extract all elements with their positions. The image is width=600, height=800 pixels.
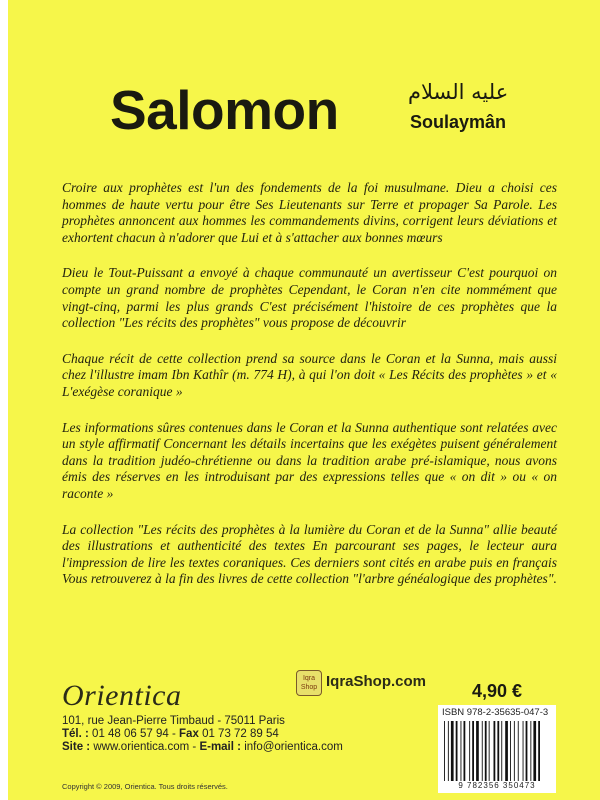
paragraph: Les informations sûres contenues dans le Coran et la Sunna authentique sont relatées avec un style affirmatif Concernant les détails incertains que les exégètes puisent généralement dans la tradition judéo-chrétienne ou dans la tradition arabe pré-islamique, nous avons émis des réserves en les introduisant par des expressions telles que « on dit » ou « on raconte »: [62, 419, 557, 501]
copyright-notice: Copyright © 2009, Orientica. Tous droits réservés.: [62, 782, 228, 791]
email-label: E-mail :: [199, 741, 241, 753]
publisher-phone-line: Tél. : 01 48 06 57 94 - Fax 01 73 72 89 54: [62, 728, 279, 740]
publisher-address: 101, rue Jean-Pierre Timbaud - 75011 Paris: [62, 715, 285, 727]
publisher-contact: [62, 715, 392, 754]
book-subtitle: Soulaymân: [410, 112, 507, 132]
iqrashop-badge-icon: Iqra Shop: [296, 670, 322, 696]
iqrashop-text: IqraShop.com: [326, 673, 427, 690]
paragraph: Chaque récit de cette collection prend sa source dans le Coran et la Sunna, mais aussi chez l'illustre imam Ibn Kathîr (m. 774 H), à qui l'on doit « Les Récits des prophètes » et « L'exégèse coranique »: [62, 350, 557, 399]
site-label: Site :: [62, 741, 91, 753]
arabic-honorific: عليه السلام: [408, 80, 509, 104]
paragraph: Dieu le Tout-Puissant a envoyé à chaque communauté un avertisseur C'est pourquoi on compte un grand nombre de prophètes Cependant, le Coran n'en cite nommément que vingt-cinq, parmi les plus grands C'est précisément l'histoire de ces prophètes que la collection "Les récits des prophètes" vous propose de découvrir: [62, 265, 557, 331]
price: 4,90 €: [472, 681, 523, 701]
site-url: www.orientica.com: [93, 741, 190, 753]
paragraph: Croire aux prophètes est l'un des fondements de la foi musulmane. Dieu a choisi ces hommes de haute vertu pour être Ses Lieutenants sur Terre et propager Sa Parole. Les prophètes annoncent aux hommes les commandements divins, corrigent leurs déviations et exhortent chacun à n'adorer que Lui et à s'attacher aux bonnes mœurs: [62, 180, 557, 245]
isbn-label: ISBN 978-2-35635-047-3: [442, 707, 549, 718]
publisher-logo: Orientica: [62, 679, 182, 712]
book-title: Salomon: [110, 79, 339, 141]
tel-number: 01 48 06 57 94: [92, 728, 169, 740]
barcode-number: 9 782356 350473: [458, 781, 536, 790]
email-address: info@orientica.com: [244, 741, 343, 753]
barcode-icon: [442, 721, 552, 781]
fax-label: Fax: [179, 728, 199, 740]
paragraph: La collection "Les récits des prophètes à la lumière du Coran et de la Sunna" allie beauté des illustrations et authenticité des textes En parcourant ses pages, le lecteur aura l'impression de lire les textes coraniques. Ces derniers sont cités en arabe puis en français Vous retrouverez à la fin des livres de cette collection "l'arbre généalogique des prophètes".: [62, 521, 557, 587]
fax-number: 01 73 72 89 54: [202, 728, 279, 740]
description-text: [62, 180, 557, 607]
title-block: [110, 80, 530, 152]
publisher-web-line: Site : www.orientica.com - E-mail : info@orientica.com: [62, 741, 343, 753]
iqrashop-logo: [296, 670, 434, 696]
isbn-block: [438, 705, 556, 793]
tel-label: Tél. :: [62, 728, 89, 740]
